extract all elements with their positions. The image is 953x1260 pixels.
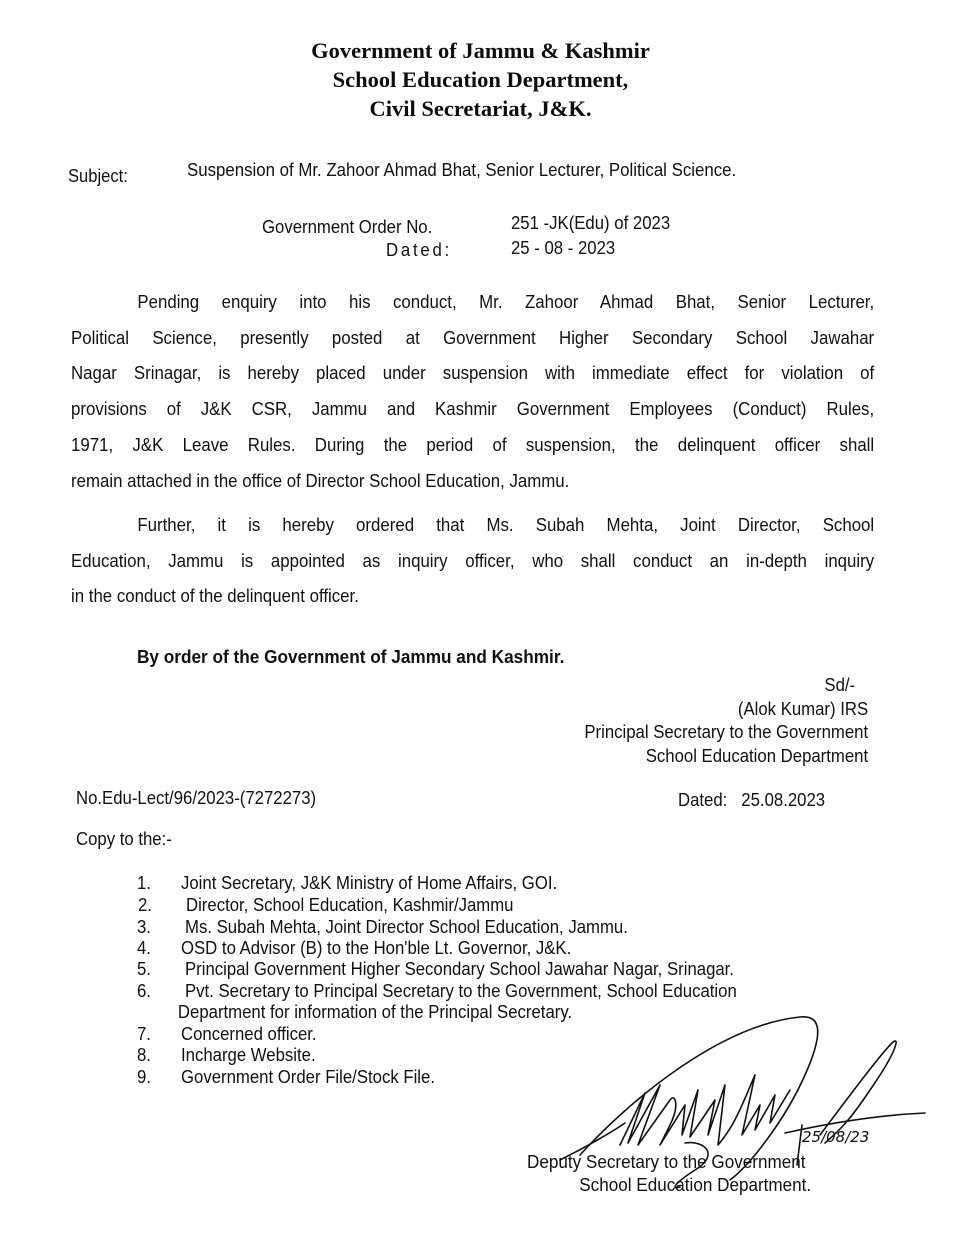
header-secretariat: Civil Secretariat, J&K. <box>369 96 592 121</box>
paragraph-line: Further, it is hereby ordered that Ms. Subah Mehta, Joint Director, School <box>137 515 875 535</box>
signatory-department: School Education Department <box>645 745 868 766</box>
deputy-secretary-block <box>527 1151 826 1197</box>
list-item <box>137 1045 778 1067</box>
document-header <box>0 36 953 123</box>
body-paragraph-suspension <box>71 285 874 499</box>
paragraph-line: provisions of J&K CSR, Jammu and Kashmir Government Employees (Conduct) Rules, <box>71 399 875 420</box>
principal-secretary-block <box>563 674 868 768</box>
list-item <box>138 895 778 917</box>
header-government: Government of Jammu & Kashmir <box>311 38 650 63</box>
list-item <box>137 917 778 939</box>
paragraph-line: Pending enquiry into his conduct, Mr. Zahoor Ahmad Bhat, Senior Lecturer, <box>137 292 875 312</box>
list-item-text: Joint Secretary, J&K Ministry of Home Affairs, GOI. <box>181 873 558 893</box>
list-item <box>137 873 778 895</box>
subject-text: Suspension of Mr. Zahoor Ahmad Bhat, Senior Lecturer, Political Science. <box>187 160 737 180</box>
copy-to-heading: Copy to the:- <box>76 829 172 849</box>
list-item-number: 5. <box>137 959 151 979</box>
list-item-text: OSD to Advisor (B) to the Hon'ble Lt. Governor, J&K. <box>181 937 572 958</box>
reference-date-value: 25.08.2023 <box>741 790 826 810</box>
deputy-designation: Deputy Secretary to the Government <box>527 1152 806 1172</box>
reference-date <box>678 790 825 811</box>
header-department: School Education Department, <box>332 67 629 92</box>
list-item-number: 3. <box>137 917 151 937</box>
list-item <box>137 981 778 1024</box>
sd-mark: Sd/- <box>824 675 855 695</box>
signature-date: 25/08/23 <box>802 1128 870 1146</box>
copy-to-list <box>137 873 778 1088</box>
by-order-statement: By order of the Government of Jammu and Kashmir. <box>137 646 565 667</box>
order-number-value: 251 -JK(Edu) of 2023 <box>511 213 671 233</box>
subject-label: Subject: <box>68 166 128 186</box>
list-item-number: 1. <box>137 873 151 893</box>
list-item <box>137 959 778 981</box>
list-item-text: Principal Government Higher Secondary School Jawahar Nagar, Srinagar. <box>185 959 734 979</box>
list-item-text: Director, School Education, Kashmir/Jammu <box>186 894 514 915</box>
order-number-label: Government Order No. <box>262 217 433 237</box>
list-item-text: Pvt. Secretary to Principal Secretary to the Government, School Education <box>185 980 737 1001</box>
list-item-number: 4. <box>137 937 151 958</box>
list-item-text: Ms. Subah Mehta, Joint Director School Education, Jammu. <box>185 917 628 937</box>
paragraph-line: Nagar Srinagar, is hereby placed under suspension with immediate effect for violation of <box>71 363 875 384</box>
list-item-number: 7. <box>137 1023 151 1044</box>
list-item-text: Concerned officer. <box>181 1023 317 1044</box>
order-dated-label: Dated: <box>386 240 453 260</box>
reference-number: No.Edu-Lect/96/2023-(7272273) <box>76 788 317 808</box>
paragraph-line: Political Science, presently posted at Government Higher Secondary School Jawahar <box>71 327 875 348</box>
paragraph-line: 1971, J&K Leave Rules. During the period of suspension, the delinquent officer shall <box>71 434 875 455</box>
paragraph-line: remain attached in the office of Director School Education, Jammu. <box>71 470 570 491</box>
list-item-number: 9. <box>137 1066 151 1087</box>
reference-date-label: Dated: <box>678 790 728 810</box>
signatory-designation: Principal Secretary to the Government <box>584 722 868 742</box>
list-item <box>137 938 778 960</box>
list-item-number: 8. <box>137 1045 151 1065</box>
list-item <box>137 1024 778 1046</box>
list-item-number: 2. <box>138 894 152 915</box>
paragraph-line: in the conduct of the delinquent officer. <box>71 586 359 607</box>
body-paragraph-inquiry <box>71 508 874 615</box>
list-item <box>137 1067 778 1089</box>
paragraph-line: Education, Jammu is appointed as inquiry officer, who shall conduct an in-depth inquiry <box>71 550 875 571</box>
deputy-department: School Education Department. <box>579 1175 812 1195</box>
signatory-name: (Alok Kumar) IRS <box>737 698 868 719</box>
list-item-continuation: Department for information of the Principal Secretary. <box>177 1002 573 1022</box>
list-item-text: Incharge Website. <box>181 1045 316 1065</box>
list-item-number: 6. <box>137 980 151 1001</box>
list-item-text: Government Order File/Stock File. <box>181 1066 435 1087</box>
order-dated-value: 25 - 08 - 2023 <box>511 238 616 258</box>
